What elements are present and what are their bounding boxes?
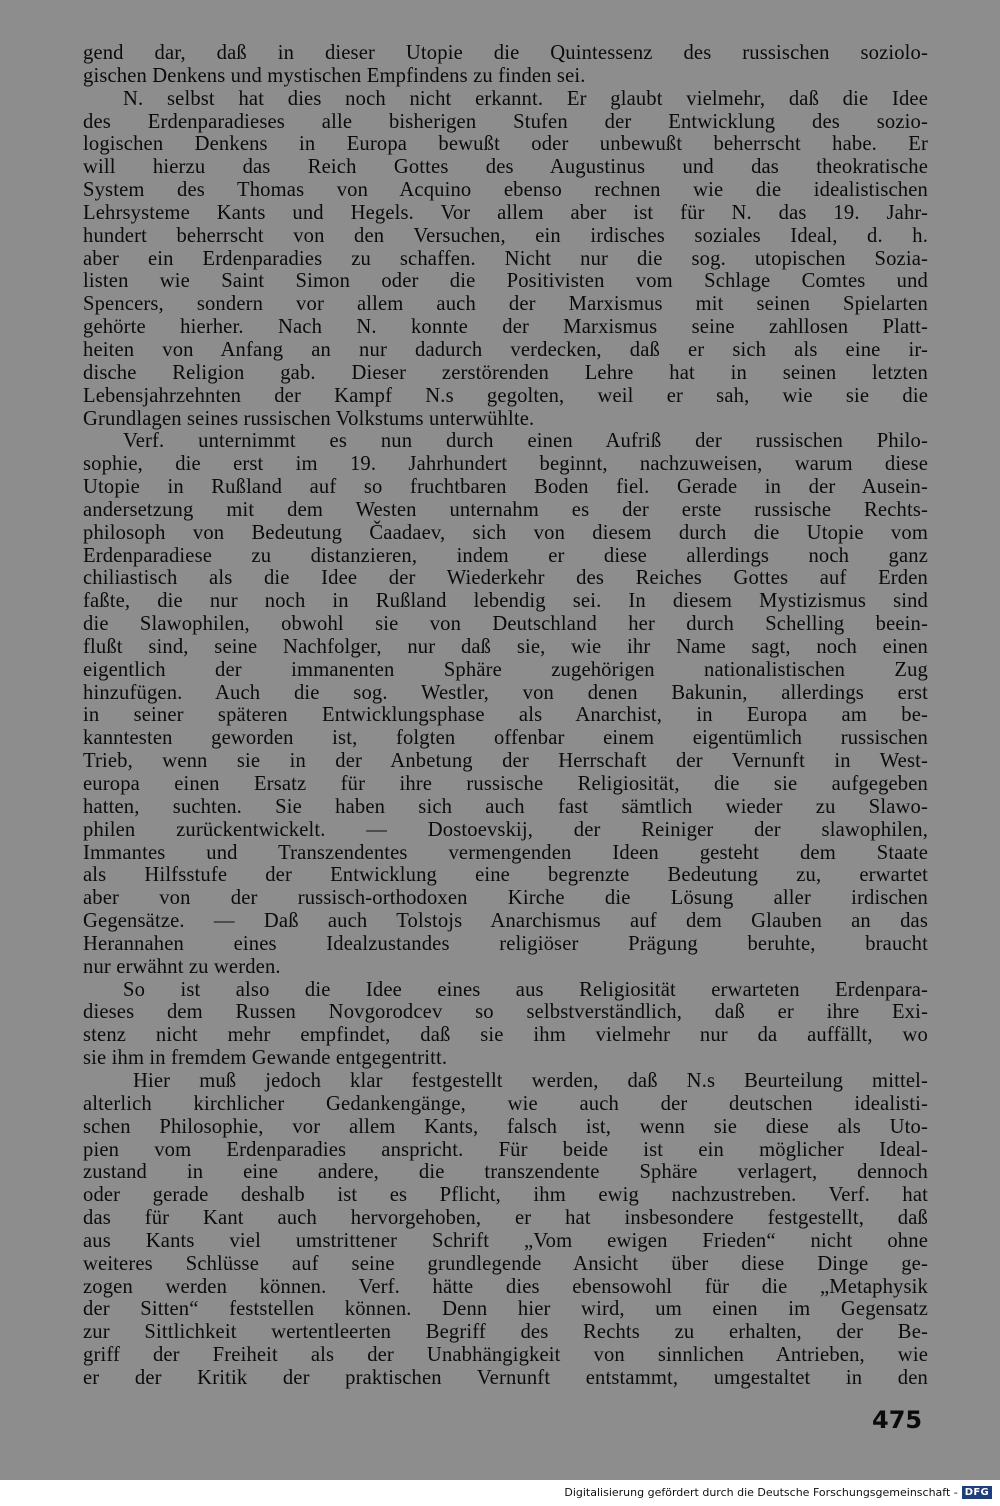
text-line: gehörte hierher. Nach N. konnte der Marxismus seine zahllosen Platt- [83,316,928,339]
text-line: Utopie in Rußland auf so fruchtbaren Boden fiel. Gerade in der Ausein- [83,476,928,499]
text-line: listen wie Saint Simon oder die Positivisten vom Schlage Comtes und [83,270,928,293]
text-line: chiliastisch als die Idee der Wiederkehr des Reiches Gottes auf Erden [83,567,928,590]
text-line: er der Kritik der praktischen Vernunft entstammt, umgestaltet in den [83,1366,928,1389]
text-line: faßte, die nur noch in Rußland lebendig sei. In diesem Mystizismus sind [83,590,928,613]
text-line: Grundlagen seines russischen Volkstums unterwühlte. [83,407,535,430]
text-line: alterlich kirchlicher Gedankengänge, wie auch der deutschen idealisti- [83,1092,928,1115]
text-line: in seiner späteren Entwicklungsphase als Anarchist, in Europa am be- [83,704,928,727]
dfg-logo: DFG [962,1486,992,1499]
text-line: philosoph von Bedeutung Čaadaev, sich von diesem durch die Utopie vom [83,521,928,544]
text-line: gischen Denkens und mystischen Empfindens zu finden sei. [83,64,586,87]
text-line: Trieb, wenn sie in der Anbetung der Herrschaft der Vernunft in West- [83,750,928,773]
text-line: eigentlich der immanenten Sphäre zugehörigen nationalistischen Zug [83,658,928,681]
text-line: griff der Freiheit als der Unabhängigkeit von sinnlichen Antrieben, wie [83,1344,928,1367]
text-line: andersetzung mit dem Westen unternahm es der erste russische Rechts- [83,498,928,521]
text-line: europa einen Ersatz für ihre russische Religiosität, die sie aufgegeben [83,773,928,795]
text-line: pien vom Erdenparadies anspricht. Für beide ist ein möglicher Ideal- [83,1138,928,1161]
text-line: weiteres Schlüsse auf seine grundlegende Ansicht über diese Dinge ge- [83,1252,928,1275]
footer-text: Digitalisierung gefördert durch die Deutsche Forschungsgemeinschaft - [564,1486,958,1499]
text-line: sie ihm in fremdem Gewande entgegentritt. [83,1047,448,1070]
digitization-footer [564,1486,992,1499]
text-line: gend dar, daß in dieser Utopie die Quintessenz des russischen soziolo- [83,42,928,64]
text-line: schen Philosophie, vor allem Kants, falsch ist, wenn sie diese als Uto- [83,1115,928,1138]
text-line: aber ein Erdenparadies zu schaffen. Nicht nur die sog. utopischen Sozia- [83,247,928,270]
text-line: aber von der russisch-orthodoxen Kirche die Lösung aller irdischen [83,887,928,910]
text-line: will hierzu das Reich Gottes des Augustinus und das theokratische [83,156,928,179]
text-line: Verf. unternimmt es nun durch einen Aufriß der russischen Philo- [123,430,928,453]
text-line: aus Kants viel umstrittener Schrift „Vom ewigen Frieden“ nicht ohne [83,1229,928,1252]
text-line: Gegensätze. — Daß auch Tolstojs Anarchismus auf dem Glauben an das [83,910,928,933]
text-line: die Slawophilen, obwohl sie von Deutschland her durch Schelling beein- [83,613,928,636]
text-line: flußt sind, seine Nachfolger, nur daß sie, wie ihr Name sagt, noch einen [83,635,928,658]
text-line: stenz nicht mehr empfindet, daß sie ihm vielmehr nur da auffällt, wo [83,1024,928,1047]
text-line: System des Thomas von Acquino ebenso rechnen wie die idealistischen [83,179,928,202]
text-line: Herannahen eines Idealzustandes religiöser Prägung beruhte, braucht [83,932,928,955]
body-text [83,42,928,1390]
text-line: logischen Denkens in Europa bewußt oder unbewußt beherrscht habe. Er [83,133,928,156]
text-line: Lebensjahrzehnten der Kampf N.s gegolten, weil er sah, wie sie die [83,384,928,407]
text-line: dische Religion gab. Dieser zerstörenden Lehre hat in seinen letzten [83,361,928,384]
text-line: das für Kant auch hervorgehoben, er hat insbesondere festgestellt, daß [83,1207,928,1230]
text-line: hatten, suchten. Sie haben sich auch fast sämtlich wieder zu Slawo- [83,795,928,818]
text-line: Spencers, sondern vor allem auch der Marxismus mit seinen Spielarten [83,293,928,316]
text-line: So ist also die Idee eines aus Religiosität erwarteten Erdenpara- [123,978,928,1001]
text-line: N. selbst hat dies noch nicht erkannt. Er glaubt vielmehr, daß die Idee [123,87,928,110]
text-line: Immantes und Transzendentes vermengenden Ideen gesteht dem Staate [83,841,928,864]
text-line: Erdenparadiese zu distanzieren, indem er diese allerdings noch ganz [83,544,928,567]
text-line: Hier muß jedoch klar festgestellt werden, daß N.s Beurteilung mittel- [133,1069,928,1092]
text-line: hundert beherrscht von den Versuchen, ein irdisches soziales Ideal, d. h. [83,224,928,247]
text-line: zogen werden können. Verf. hätte dies ebensowohl für die „Metaphysik [83,1275,928,1298]
text-line: Lehrsysteme Kants und Hegels. Vor allem aber ist für N. das 19. Jahr- [83,201,928,224]
text-line: nur erwähnt zu werden. [83,955,281,978]
text-line: kanntesten geworden ist, folgten offenbar einem eigentümlich russischen [83,727,928,750]
text-line: des Erdenparadieses alle bisherigen Stufen der Entwicklung des sozio- [83,110,928,133]
text-line: oder gerade deshalb ist es Pflicht, ihm ewig nachzustreben. Verf. hat [83,1184,928,1207]
text-line: als Hilfsstufe der Entwicklung eine begrenzte Bedeutung zu, erwartet [83,864,928,887]
text-line: sophie, die erst im 19. Jahrhundert beginnt, nachzuweisen, warum diese [83,453,928,476]
page-number: 475 [872,1406,923,1434]
text-line: hinzufügen. Auch die sog. Westler, von denen Bakunin, allerdings erst [83,681,928,704]
text-line: zustand in eine andere, die transzendente Sphäre verlagert, dennoch [83,1161,928,1184]
text-line: philen zurückentwickelt. — Dostoevskij, der Reiniger der slawophilen, [83,818,928,841]
text-line: zur Sittlichkeit wertentleerten Begriff des Rechts zu erhalten, der Be- [83,1321,928,1344]
text-line: heiten von Anfang an nur dadurch verdecken, daß er sich als eine ir- [83,338,928,361]
text-line: der Sitten“ feststellen können. Denn hier wird, um einen im Gegensatz [83,1298,928,1321]
text-line: dieses dem Russen Novgorodcev so selbstverständlich, daß er ihre Exi- [83,1001,928,1024]
